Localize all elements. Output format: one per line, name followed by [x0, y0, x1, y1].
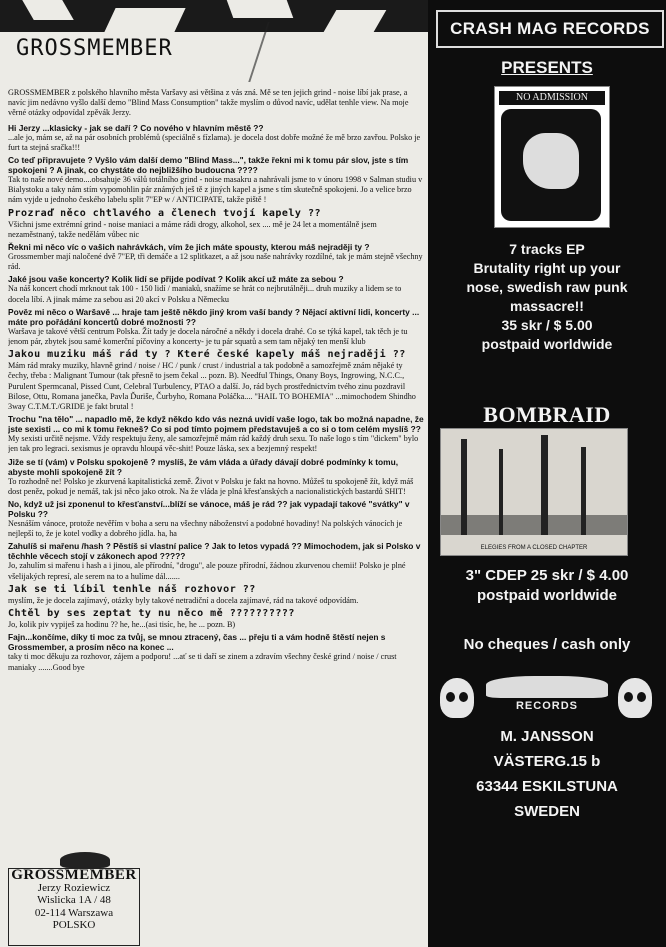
release2-line: postpaid worldwide: [476, 587, 617, 604]
contact-line: Wislicka 1A / 48: [37, 894, 111, 906]
address-line: 63344 ESKILSTUNA: [476, 778, 618, 795]
skull-icon: [618, 678, 652, 718]
label-name: CRASH MAG RECORDS: [436, 10, 664, 48]
release1-line: 35 skr / $ 5.00: [501, 317, 593, 333]
interview-question: Jak se ti líbil tenhle náš rozhovor ??: [8, 583, 256, 595]
interview-answer: Waršava je takové větší centrum Polska. Žít tady je docela náročné a někdy i docela drahé. Co se týká kapel, tak těch je tu jenom pár, zbytek jsou samé komerční píčoviny a koncerty- je tu pár squatů a sem tam nějaký ten menší klub: [8, 326, 408, 347]
label-logo-text: RECORDS: [515, 700, 578, 712]
release1-line: 7 tracks EP: [509, 241, 585, 257]
interview-question: Hi Jerzy ...klasicky - jak se daří ? Co nového v hlavním městě ??: [8, 122, 264, 133]
interview-answer: Jo, kolik piv vypiješ za hodinu ?? he, he...(asi tisíc, he, he ... pozn. B): [8, 620, 236, 630]
release1-line: massacre!!: [510, 298, 584, 314]
interview-answer: Všichni jsme extrémní grind - noise maniaci a máme rádi drogy, alkohol, sex .... mě je 24 let a momentálně jsem nezaměstnaný, takže nedělám vůbec nic: [8, 219, 377, 239]
fist-icon: [523, 133, 579, 189]
release1-line: postpaid worldwide: [481, 336, 613, 352]
interview-answer: myslím, že je docela zajímavý, otázky byly takové netradiční a docela zajímavé, rád na takové odpovídám.: [8, 595, 359, 605]
interview-answer: ...ale jo, mám se, až na pár osobních problémů (speciálně s fízlama). je docela dost dobře možné že mě brzo zavřou. Polsko je furt ta stejná sračka!!!: [8, 132, 421, 152]
contact-line: POLSKO: [52, 919, 96, 931]
mailing-address: [428, 724, 666, 824]
scrawl-mark: [248, 22, 439, 82]
contact-line: Jerzy Roziewicz: [37, 881, 111, 894]
interview-question: Prozraď něco chtlavého a členech tvojí kapely ??: [8, 207, 321, 219]
interview-answer: Mám rád mraky muziky, hlavně grind / noise / HC / punk / crust / industrial a tak podobně a samozřejmě znám nějaké ty čechy, třeba : Malignant Tumour (tak přesně to jsem čekal ... pozn. B). Needful Things, Onany Boys, Ingrowing, N.C.C., Purulent Spermcanal, Pissed Cunt, Celebral Turbulency, PTAO a další. Jo, rád bych prostřednictvím tvého zinu pozdravil Bilose, Ottu, Romana janečka, Pavla Ďuriše, Čurbyho, Romana Poláčka.... "HAIL TO BOHEMIA" ...mimochodem Shindho 3way C.T.M.T./GRIDE je fakt brutal !: [8, 361, 416, 412]
interview-question: Trochu "na tělo" ... napadlo mě, že když někdo kdo vás nezná uvidí vaše logo, tak bo možná napadne, že jste sexisti ... co mi k tomu řekneš? Co si pod tímto pojmem představuješ a co si o tom celém myslíš ??: [8, 414, 424, 435]
record-ad-panel: [428, 0, 666, 947]
bombraid-cover: [440, 428, 628, 556]
cover-caption: ELEGIES FROM A CLOSED CHAPTER: [480, 545, 588, 551]
interview-question: Zahulíš si mařenu /hash ? Pěstíš si vlastní palice ? Jak to letos vypadá ?? Mimochodem, jak si Polsko v těchhle věcech stojí v zákonech apod ?????: [8, 541, 421, 562]
interview-answer: My sexisti určitě nejsme. Vždy respektuju ženy, ale samozřejmě mám rád každý druh sexu. To naše logo s tím "dickem" bylo jen tak pro legraci. sexismus je opravdu hloupá věc-shit! Pouze láska, sex a bezjemný respekt!: [8, 434, 419, 454]
intro-paragraph: GROSSMEMBER z polského hlavního města Varšavy asi většina z vás zná. Mě se ten jejich grind - noise líbí jak prase, a navíc jim nedávno vyšlo další demo "Blind Mass Consumption" takže myslím o důvod navíc, udělat tenhle view. Na moje věrné otázky odpovídal zpěvák Jerzy.: [8, 88, 409, 118]
interview-question: Řekni mi něco víc o vašich nahrávkách, vím že jich máte spousty, kterou máš nejraději ty ?: [8, 242, 370, 253]
interview-answer: Grossmember mají naločené dvě 7"EP, tři demáče a 12 splitkazet, a až jsou naše nahrávky rozdílné, tak je mám stejně všechny rád.: [8, 252, 423, 272]
release2-details: [428, 566, 666, 606]
interview-answer: Na náš koncert chodí mrknout tak 100 - 150 lidí / maniaků, snažíme se hrát co nejbrutálněji... druh muziky a lidem se to docela líbí. A jinak máme za sebou asi 20 akcí v Polsku a Německu: [8, 284, 402, 304]
presents-heading: PRESENTS: [501, 58, 593, 77]
band-title: GROSSMEMBER: [16, 36, 173, 61]
skull-icon: [440, 678, 474, 718]
no-admission-cover: [494, 86, 610, 228]
release1-details: [428, 240, 666, 354]
interview-answer: taky ti moc děkuju za rozhovor, zájem a podporu! ...ať se ti daří se zinem a zdravím všechny české grind / noise / crust maniaky .......Good bye: [8, 652, 397, 672]
interview-answer: Nesnáším vánoce, protože nevěřím v boha a seru na všechny náboženství a podobné hovadiny! Na polských vánocích je nejlepší to, že je kotel vodky a dobrého jídla. ha, ha: [8, 519, 403, 539]
interview-question: Co teď připravujete ? Vyšlo vám další demo "Blind Mass...", takže řekni mi k tomu pár slov, jste s tím spokojeni ? A jinak, co chystáte do nejbližšího budoucna ????: [8, 155, 409, 176]
interview-question: Pověz mi něco o Waršavě ... hraje tam ještě někdo jiný krom vaší bandy ? Nějací aktivní lidi, koncerty ... máte pro pořádání koncertů dobré možnosti ??: [8, 306, 420, 327]
interview-answer: Jo, zahulím si mařenu i hash a i jinou, ale přírodní, "drogu", ale pouze přírodní, žádnou zkurvenou chemii! Polsko je plné všelijakých represí, ale serem na to a hulíme dál.......: [8, 561, 406, 581]
interview-question: Chtěl by ses zeptat ty nu něco mě ??????????: [8, 608, 295, 620]
interview-question: No, když už jsi zponenul to křesťanství...blíží se vánoce, máš je rád ?? jak vypadají takové "svátky" v Polsku ??: [8, 499, 410, 520]
interview-answer: Tak to naše nové demo....obsahuje 36 válů totálního grind - noise masakru a nahrávali jsme to v únoru 1998 v Salman studiu v Bialystoku a taky nám stím vypomohlin pár známých ješ tě z jiných kapel a jsme s tím skutečně spokojeni. Jo a velice brzo nám vyjde u jednoho českého labelu split 7"EP w / ANTICIPATE, takže piště !: [8, 175, 423, 205]
dinosaur-icon: [60, 852, 110, 868]
interview-question: Jaké jsou vaše koncerty? Kolik lidí se přijde podívat ? Kolik akcí už máte za sebou ?: [8, 274, 344, 285]
interview-answer: To rozhodně ne! Polsko je zkurvená kapitalistická země. Život v Polsku je fakt na hovno. Můžeš tu spokojeně žít, když máš dost peněz, pokud je nemáš, tak jsi něco jako otrok. Na že vláda je plná křesťanských a nacionalistických bastardů SHIT!: [8, 476, 414, 496]
interview-question: Jakou muziku máš rád ty ? Které české kapely máš nejraději ??: [8, 349, 406, 361]
interview-column: [8, 88, 424, 936]
address-line: M. JANSSON: [500, 728, 594, 745]
release1-line: nose, swedish raw punk: [466, 279, 628, 295]
label-logo-mark: [486, 676, 608, 698]
release1-line: Brutality right up your: [473, 260, 621, 276]
cover-title: NO ADMISSION: [499, 91, 605, 105]
contact-line: 02-114 Warszawa: [34, 906, 114, 919]
address-line: VÄSTERG.15 b: [493, 753, 601, 770]
contact-box: [8, 868, 140, 946]
contact-name: GROSSMEMBER: [11, 867, 137, 883]
payment-note: No cheques / cash only: [463, 636, 631, 653]
interview-question: Jiže se tí (vám) v Polsku spokojeně ? myslíš, že vám vláda a úřady dávají dobré podmínky k tomu, abyste mohli spokojeně žít ?: [8, 456, 399, 477]
record-label-logo: [440, 674, 654, 722]
address-line: SWEDEN: [514, 803, 580, 820]
release2-line: 3" CDEP 25 skr / $ 4.00: [465, 567, 629, 584]
release2-title: BOMBRAID: [483, 402, 611, 427]
interview-question: Fajn...končíme, díky ti moc za tvůj, se mnou ztracený, čas ... přeju ti a vám hodně štěstí nejen s Grossmember, a prosím něco na konec ...: [8, 632, 386, 653]
